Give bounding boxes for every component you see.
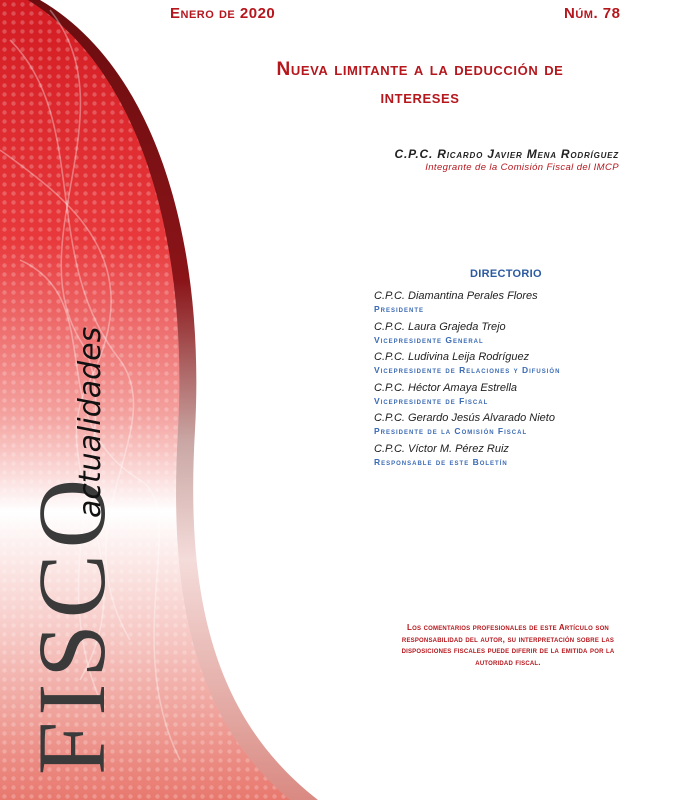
directory-role: Presidente [374, 304, 425, 314]
article-title-line-2: intereses [380, 87, 460, 108]
article-title [210, 56, 630, 112]
directory-role: Responsable de este Boletín [374, 456, 508, 467]
directory-list [374, 290, 694, 474]
issue-number: Núm. 78 [564, 5, 621, 22]
directory-role: Vicepresidente de Relaciones y Difusión [374, 365, 561, 376]
brand-actualidades: actualidades [73, 326, 108, 518]
directory-name: C.P.C. Diamantina Perales Flores [374, 290, 538, 302]
directory-item [374, 321, 694, 352]
disclaimer: Los comentarios profesionales de este Artículo son responsabilidad del autor, su interpretación sobre las disposiciones fiscales puede diferir de la emitida por la autoridad fiscal. [401, 623, 615, 667]
brand-fisco: FISCO [18, 472, 125, 775]
directory-item [374, 290, 694, 321]
directory-item [374, 351, 694, 382]
directory-item [374, 412, 694, 443]
directory-item [374, 382, 694, 413]
author-role: Integrante de la Comisión Fiscal del IMCP [425, 162, 619, 173]
article-title-line-1: Nueva limitante a la deducción de [276, 59, 564, 80]
directory-role: Vicepresidente General [374, 334, 484, 345]
author-name: C.P.C. Ricardo Javier Mena Rodríguez [394, 147, 619, 161]
directory-name: C.P.C. Laura Grajeda Trejo [374, 320, 506, 333]
directory-title: DIRECTORIO [470, 268, 542, 280]
issue-date: Enero de 2020 [170, 5, 276, 22]
directory-item [374, 443, 694, 474]
directory-name: C.P.C. Víctor M. Pérez Ruiz [374, 442, 509, 455]
directory-role: Vicepresidente de Fiscal [374, 395, 489, 406]
directory-name: C.P.C. Gerardo Jesús Alvarado Nieto [374, 412, 555, 425]
directory-name: C.P.C. Ludivina Leija Rodríguez [374, 351, 530, 364]
directory-role: Presidente de la Comisión Fiscal [374, 426, 528, 437]
directory-name: C.P.C. Héctor Amaya Estrella [374, 381, 518, 394]
